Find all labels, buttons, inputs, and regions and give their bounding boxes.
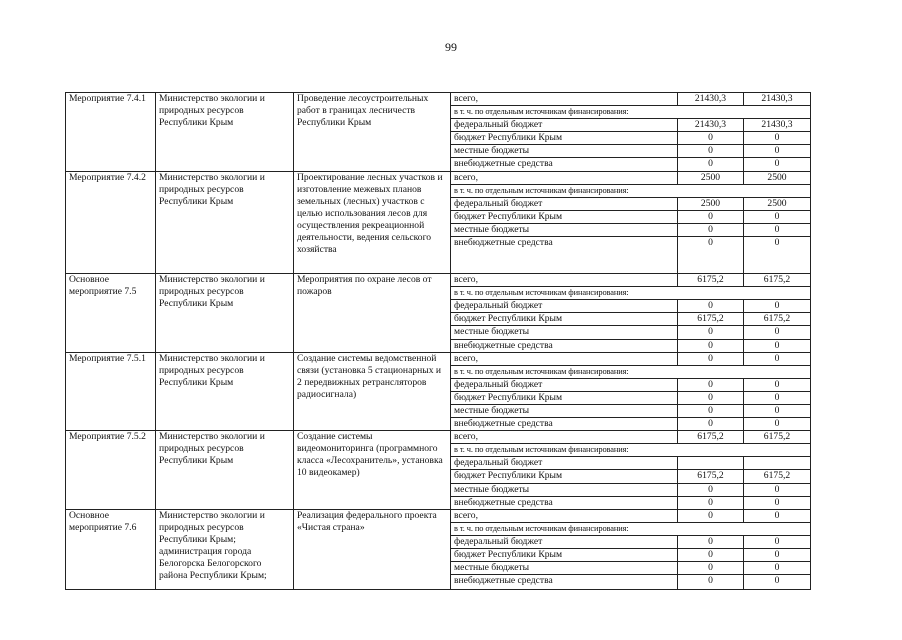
value-cell-year: 0 bbox=[744, 145, 811, 158]
funding-source-cell: федеральный бюджет bbox=[451, 378, 678, 391]
funding-source-cell: внебюджетные средства bbox=[451, 158, 678, 171]
funding-source-cell: в т. ч. по отдельным источникам финансирования: bbox=[451, 287, 811, 300]
value-cell-total: 0 bbox=[678, 352, 744, 365]
value-cell-year: 6175,2 bbox=[744, 313, 811, 326]
value-cell-year: 0 bbox=[744, 404, 811, 417]
value-cell-year: 0 bbox=[744, 509, 811, 522]
funding-source-cell: федеральный бюджет bbox=[451, 197, 678, 210]
funding-source-cell: внебюджетные средства bbox=[451, 418, 678, 431]
table-row bbox=[66, 431, 811, 444]
table-row bbox=[66, 352, 811, 365]
value-cell-year: 0 bbox=[744, 535, 811, 548]
value-cell-year: 0 bbox=[744, 352, 811, 365]
executor-cell: Министерство экологии и природных ресурсов Республики Крым bbox=[156, 352, 294, 431]
funding-table bbox=[65, 92, 811, 590]
value-cell-year: 0 bbox=[744, 496, 811, 509]
value-cell-total: 2500 bbox=[678, 171, 744, 184]
funding-source-cell: всего, bbox=[451, 93, 678, 106]
value-cell-total: 0 bbox=[678, 404, 744, 417]
funding-source-cell: внебюджетные средства bbox=[451, 496, 678, 509]
value-cell-year: 6175,2 bbox=[744, 274, 811, 287]
description-cell: Проведение лесоустроительных работ в границах лесничеств Республики Крым bbox=[294, 93, 451, 172]
funding-source-cell: внебюджетные средства bbox=[451, 237, 678, 274]
value-cell-total: 0 bbox=[678, 496, 744, 509]
value-cell-year: 0 bbox=[744, 223, 811, 236]
funding-source-cell: в т. ч. по отдельным источникам финансирования: bbox=[451, 522, 811, 535]
funding-source-cell: всего, bbox=[451, 431, 678, 444]
value-cell-total: 6175,2 bbox=[678, 470, 744, 483]
value-cell-total: 0 bbox=[678, 339, 744, 352]
measure-name-cell: Основное мероприятие 7.6 bbox=[66, 509, 156, 589]
description-cell: Мероприятия по охране лесов от пожаров bbox=[294, 274, 451, 353]
value-cell-total: 21430,3 bbox=[678, 93, 744, 106]
funding-source-cell: бюджет Республики Крым bbox=[451, 210, 678, 223]
funding-source-cell: местные бюджеты bbox=[451, 404, 678, 417]
value-cell-year: 0 bbox=[744, 326, 811, 339]
funding-source-cell: всего, bbox=[451, 509, 678, 522]
value-cell-total: 0 bbox=[678, 378, 744, 391]
value-cell-total: 2500 bbox=[678, 197, 744, 210]
funding-source-cell: федеральный бюджет bbox=[451, 457, 678, 470]
value-cell-total: 0 bbox=[678, 223, 744, 236]
value-cell-year: 21430,3 bbox=[744, 93, 811, 106]
value-cell-year: 0 bbox=[744, 378, 811, 391]
funding-source-cell: всего, bbox=[451, 171, 678, 184]
value-cell-total: 0 bbox=[678, 418, 744, 431]
description-cell: Создание системы ведомственной связи (установка 5 стационарных и 2 передвижных ретрансляторов радиосигнала) bbox=[294, 352, 451, 431]
value-cell-total: 0 bbox=[678, 535, 744, 548]
funding-source-cell: в т. ч. по отдельным источникам финансирования: bbox=[451, 444, 811, 457]
description-cell: Реализация федерального проекта «Чистая страна» bbox=[294, 509, 451, 589]
funding-source-cell: всего, bbox=[451, 352, 678, 365]
value-cell-total bbox=[678, 457, 744, 470]
value-cell-year: 0 bbox=[744, 575, 811, 590]
value-cell-year: 0 bbox=[744, 210, 811, 223]
funding-source-cell: бюджет Республики Крым bbox=[451, 313, 678, 326]
value-cell-year: 0 bbox=[744, 562, 811, 575]
executor-cell: Министерство экологии и природных ресурсов Республики Крым bbox=[156, 274, 294, 353]
executor-cell: Министерство экологии и природных ресурсов Республики Крым bbox=[156, 431, 294, 510]
value-cell-total: 21430,3 bbox=[678, 119, 744, 132]
funding-source-cell: внебюджетные средства bbox=[451, 339, 678, 352]
value-cell-total: 0 bbox=[678, 391, 744, 404]
executor-cell: Министерство экологии и природных ресурсов Республики Крым; администрация города Белогорска Белогорского района Республики Крым; bbox=[156, 509, 294, 589]
funding-source-cell: местные бюджеты bbox=[451, 483, 678, 496]
funding-source-cell: федеральный бюджет bbox=[451, 535, 678, 548]
table-row bbox=[66, 274, 811, 287]
funding-source-cell: бюджет Республики Крым bbox=[451, 549, 678, 562]
value-cell-total: 0 bbox=[678, 575, 744, 590]
funding-source-cell: всего, bbox=[451, 274, 678, 287]
value-cell-year: 2500 bbox=[744, 171, 811, 184]
value-cell-total: 0 bbox=[678, 132, 744, 145]
value-cell-total: 0 bbox=[678, 509, 744, 522]
value-cell-total: 6175,2 bbox=[678, 313, 744, 326]
measure-name-cell: Основное мероприятие 7.5 bbox=[66, 274, 156, 353]
funding-source-cell: бюджет Республики Крым bbox=[451, 470, 678, 483]
value-cell-total: 6175,2 bbox=[678, 274, 744, 287]
value-cell-year: 6175,2 bbox=[744, 431, 811, 444]
value-cell-year: 0 bbox=[744, 300, 811, 313]
funding-source-cell: местные бюджеты bbox=[451, 223, 678, 236]
executor-cell: Министерство экологии и природных ресурсов Республики Крым bbox=[156, 93, 294, 172]
value-cell-year: 0 bbox=[744, 132, 811, 145]
funding-source-cell: внебюджетные средства bbox=[451, 575, 678, 590]
funding-source-cell: бюджет Республики Крым bbox=[451, 132, 678, 145]
value-cell-total: 0 bbox=[678, 483, 744, 496]
table-row bbox=[66, 171, 811, 184]
value-cell-year: 2500 bbox=[744, 197, 811, 210]
value-cell-year: 6175,2 bbox=[744, 470, 811, 483]
value-cell-year: 0 bbox=[744, 237, 811, 274]
funding-source-cell: в т. ч. по отдельным источникам финансирования: bbox=[451, 106, 811, 119]
executor-cell: Министерство экологии и природных ресурсов Республики Крым bbox=[156, 171, 294, 273]
value-cell-total: 0 bbox=[678, 145, 744, 158]
value-cell-year: 0 bbox=[744, 391, 811, 404]
value-cell-total: 0 bbox=[678, 562, 744, 575]
value-cell-year: 0 bbox=[744, 549, 811, 562]
measure-name-cell: Мероприятие 7.5.1 bbox=[66, 352, 156, 431]
value-cell-total: 6175,2 bbox=[678, 431, 744, 444]
funding-source-cell: местные бюджеты bbox=[451, 145, 678, 158]
value-cell-total: 0 bbox=[678, 300, 744, 313]
value-cell-year: 0 bbox=[744, 418, 811, 431]
funding-source-cell: федеральный бюджет bbox=[451, 119, 678, 132]
measure-name-cell: Мероприятие 7.5.2 bbox=[66, 431, 156, 510]
funding-source-cell: федеральный бюджет bbox=[451, 300, 678, 313]
funding-source-cell: в т. ч. по отдельным источникам финансирования: bbox=[451, 365, 811, 378]
funding-source-cell: местные бюджеты bbox=[451, 326, 678, 339]
table-row bbox=[66, 509, 811, 522]
funding-source-cell: бюджет Республики Крым bbox=[451, 391, 678, 404]
value-cell-total: 0 bbox=[678, 237, 744, 274]
value-cell-total: 0 bbox=[678, 326, 744, 339]
funding-source-cell: местные бюджеты bbox=[451, 562, 678, 575]
measure-name-cell: Мероприятие 7.4.1 bbox=[66, 93, 156, 172]
value-cell-year: 0 bbox=[744, 158, 811, 171]
value-cell-total: 0 bbox=[678, 549, 744, 562]
value-cell-total: 0 bbox=[678, 210, 744, 223]
description-cell: Проектирование лесных участков и изготовление межевых планов земельных (лесных) участков с целью использования лесов для осуществления рекреационной деятельности, ведения сельского хозяйства bbox=[294, 171, 451, 273]
description-cell: Создание системы видеомониторинга (программного класса «Лесохранитель», установка 10 видеокамер) bbox=[294, 431, 451, 510]
value-cell-total: 0 bbox=[678, 158, 744, 171]
value-cell-year: 0 bbox=[744, 483, 811, 496]
page-number: 99 bbox=[445, 40, 457, 54]
table-row bbox=[66, 93, 811, 106]
value-cell-year: 0 bbox=[744, 339, 811, 352]
value-cell-year bbox=[744, 457, 811, 470]
measure-name-cell: Мероприятие 7.4.2 bbox=[66, 171, 156, 273]
funding-source-cell: в т. ч. по отдельным источникам финансирования: bbox=[451, 184, 811, 197]
value-cell-year: 21430,3 bbox=[744, 119, 811, 132]
